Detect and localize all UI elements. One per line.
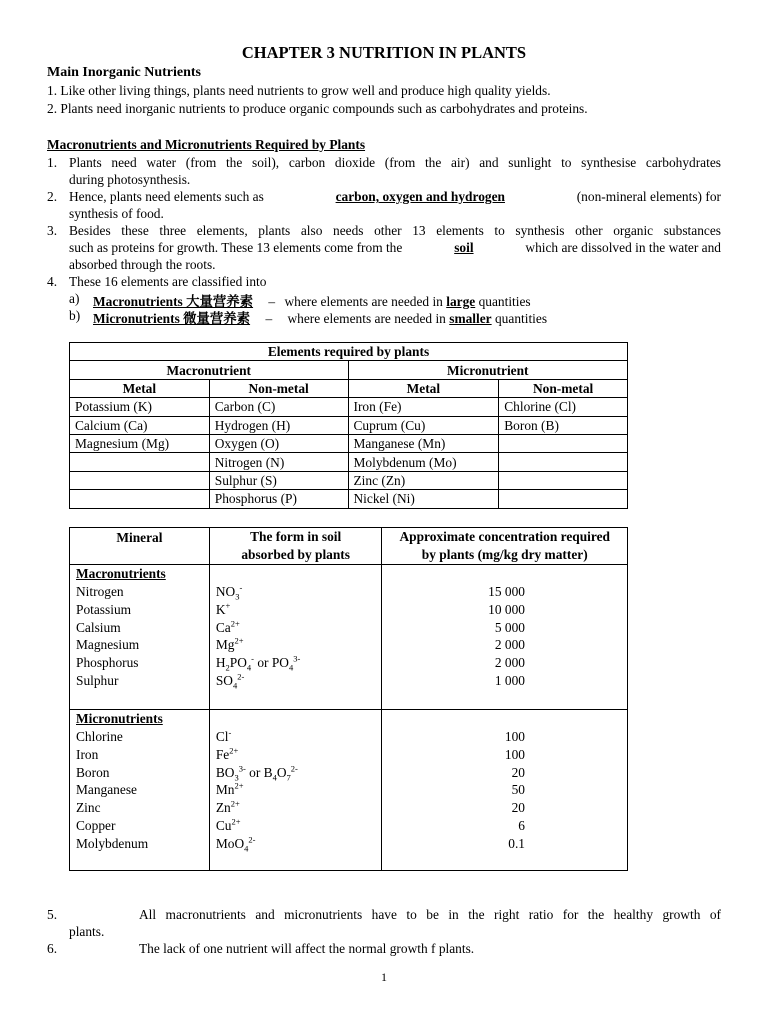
mineral-name: Manganese xyxy=(76,782,137,798)
sub-item-b-label: b) xyxy=(69,308,81,323)
large-keyword: large xyxy=(446,294,476,309)
list-number: 4. xyxy=(47,274,58,289)
list-number: 6. xyxy=(47,941,58,956)
table-cell: Magnesium (Mg) xyxy=(70,434,210,452)
table-cell: Cuprum (Cu) xyxy=(348,416,499,434)
table-cell: Potassium (K) xyxy=(70,398,210,416)
macronutrient-forms xyxy=(209,564,382,709)
ion-formula: Cl- xyxy=(215,727,232,744)
concentration-value: 6 xyxy=(518,818,525,834)
micronutrients-label: Micronutrients xyxy=(76,710,163,726)
table-cell: Phosphorus (P) xyxy=(209,490,348,508)
list-number: 5. xyxy=(47,907,58,922)
smaller-keyword: smaller xyxy=(449,311,492,326)
ion-formula: $Mg^{2+}$ xyxy=(215,635,244,653)
ion-formula: $SO_4^{2-}$ xyxy=(215,671,245,691)
list-item-1-line-2: during photosynthesis. xyxy=(69,172,191,187)
column-header: Metal xyxy=(70,379,210,397)
closing-point-6: The lack of one nutrient will affect the normal growth f plants. xyxy=(139,941,475,956)
concentration-value: 50 xyxy=(511,782,525,798)
table-cell: Hydrogen (H) xyxy=(209,416,348,434)
column-header: Non-metal xyxy=(209,379,348,397)
closing-point-5-line-1: All macronutrients and micronutrients have to be in the right ratio for the healthy growth of xyxy=(139,907,721,922)
ion-formula: $Fe^{2+}$ xyxy=(215,745,239,762)
sub-item-b xyxy=(93,308,547,327)
table-cell: Oxygen (O) xyxy=(209,434,348,452)
sub-item-a-end: quantities xyxy=(478,294,531,309)
concentration-value: 10 000 xyxy=(488,601,525,617)
page-number: 1 xyxy=(381,970,387,984)
macronutrient-minerals xyxy=(70,564,210,709)
ion-formula: $Cu^{2+}$ xyxy=(215,816,241,834)
concentration-value: 100 xyxy=(504,728,525,744)
sub-item-a-text: where elements are needed in xyxy=(284,294,443,309)
list-item-3-line-3: absorbed through the roots. xyxy=(69,257,216,272)
section-heading-macro-micro: Macronutrients and Micronutrients Required by Plants xyxy=(47,137,366,152)
table-cell: Carbon (C) xyxy=(209,398,348,416)
concentration-value: 0.1 xyxy=(508,836,525,852)
micronutrients-term: Micronutrients 微量营养素 xyxy=(93,311,251,326)
sub-item-b-text: where elements are needed in xyxy=(287,311,446,326)
ion-formula: K+ xyxy=(215,600,231,617)
table-row xyxy=(70,416,628,434)
table-row xyxy=(70,434,628,452)
concentration-value: 20 xyxy=(511,764,525,780)
table-cell: Calcium (Ca) xyxy=(70,416,210,434)
concentration-value: 2 000 xyxy=(494,637,525,653)
paragraph-2: 2. Plants need inorganic nutrients to produce organic compounds such as carbohydrates and proteins. xyxy=(47,101,588,116)
micronutrient-forms xyxy=(209,709,382,870)
list-item-3-text: such as proteins for growth. These 13 elements come from the xyxy=(69,240,403,255)
micronutrient-header: Micronutrient xyxy=(348,361,628,379)
concentration-value: 2 000 xyxy=(494,655,525,671)
micronutrient-values xyxy=(382,709,628,870)
list-number: 1. xyxy=(47,155,58,170)
ion-formula: $Mn^{2+}$ xyxy=(215,780,244,798)
table-cell: Boron (B) xyxy=(499,416,628,434)
list-item-2-text: Hence, plants need elements such as xyxy=(69,189,264,204)
dash: – xyxy=(265,311,273,326)
section-heading-main-inorganic: Main Inorganic Nutrients xyxy=(47,65,201,80)
list-item-3-line-2 xyxy=(69,240,721,256)
column-header: Metal xyxy=(348,379,499,397)
list-number: 3. xyxy=(47,223,58,238)
table-cell xyxy=(70,490,210,508)
table-cell xyxy=(70,471,210,489)
list-item-1-line-1: Plants need water (from the soil), carbon dioxide (from the air) and sunlight to synthesise carbohydrates xyxy=(69,155,721,170)
page-title: CHAPTER 3 NUTRITION IN PLANTS xyxy=(241,43,527,62)
table-cell: Iron (Fe) xyxy=(348,398,499,416)
table-cell: Chlorine (Cl) xyxy=(499,398,628,416)
column-header: Non-metal xyxy=(499,379,628,397)
mineral-name: Zinc xyxy=(76,800,101,816)
table-cell: Nitrogen (N) xyxy=(209,453,348,471)
list-item-2-line-2: synthesis of food. xyxy=(69,206,164,221)
concentration-value: 100 xyxy=(504,746,525,762)
key-elements-text: carbon, oxygen and hydrogen xyxy=(335,189,505,204)
sub-item-a-label: a) xyxy=(69,291,80,306)
ion-formula: MoO$_4^{2-}$ xyxy=(215,834,256,854)
mineral-name: Iron xyxy=(76,746,99,762)
ion-formula: $Zn^{2+}$ xyxy=(215,798,240,816)
paragraph-1: 1. Like other living things, plants need nutrients to grow well and produce high quality yields. xyxy=(47,83,551,98)
mineral-header: Mineral xyxy=(70,528,210,565)
table-cell xyxy=(499,453,628,471)
mineral-name: Molybdenum xyxy=(76,836,149,852)
list-item-2-text-end: (non-mineral elements) for xyxy=(576,189,721,204)
macronutrients-term: Macronutrients 大量营养素 xyxy=(93,294,254,309)
list-number: 2. xyxy=(47,189,58,204)
mineral-name: Copper xyxy=(76,818,116,834)
elements-table xyxy=(69,342,628,509)
sub-item-b-end: quantities xyxy=(494,311,548,326)
table-row xyxy=(70,453,628,471)
table-cell: Nickel (Ni) xyxy=(348,490,499,508)
mineral-name: Calsium xyxy=(76,619,121,635)
table-cell: Sulphur (S) xyxy=(209,471,348,489)
list-item-3-line-1: Besides these three elements, plants also needs other 13 elements to synthesis other organic substances xyxy=(69,223,721,238)
concentration-value: 5 000 xyxy=(494,619,525,635)
table-row xyxy=(70,471,628,489)
table-row xyxy=(70,490,628,508)
concentration-value: 15 000 xyxy=(488,583,525,599)
macronutrient-header: Macronutrient xyxy=(70,361,349,379)
mineral-name: Magnesium xyxy=(76,637,140,653)
list-item-4: These 16 elements are classified into xyxy=(69,274,267,289)
soil-keyword: soil xyxy=(454,240,474,255)
macronutrient-values xyxy=(382,564,628,709)
mineral-name: Sulphur xyxy=(76,673,119,689)
table-cell xyxy=(70,453,210,471)
table-cell: Zinc (Zn) xyxy=(348,471,499,489)
table-cell xyxy=(499,471,628,489)
concentration-table xyxy=(69,527,628,871)
form-header: The form in soil absorbed by plants xyxy=(209,528,382,565)
ion-formula: $Ca^{2+}$ xyxy=(215,618,240,635)
list-item-2-line-1 xyxy=(69,189,721,205)
ion-formula: $NO_3^-$ xyxy=(215,582,243,602)
micronutrient-minerals xyxy=(70,709,210,870)
mineral-name: Potassium xyxy=(76,601,132,617)
table-cell xyxy=(499,434,628,452)
table-cell: Molybdenum (Mo) xyxy=(348,453,499,471)
table-cell: Manganese (Mn) xyxy=(348,434,499,452)
table-row xyxy=(70,398,628,416)
ion-formula: $H_2PO_4^-$ or $PO_4^{3-}$ xyxy=(215,653,301,674)
concentration-header: Approximate concentration required by plants (mg/kg dry matter) xyxy=(382,528,628,565)
table-cell xyxy=(499,490,628,508)
mineral-name: Nitrogen xyxy=(76,583,124,599)
closing-point-5-line-2: plants. xyxy=(69,924,105,939)
list-item-3-text-end: which are dissolved in the water and xyxy=(525,240,721,255)
macronutrients-label: Macronutrients xyxy=(76,565,166,581)
ion-formula: $BO_3^{3-}$ or $B_4O_7^{2-}$ xyxy=(215,763,298,783)
mineral-name: Boron xyxy=(76,764,110,780)
dash: – xyxy=(268,294,276,309)
table-caption: Elements required by plants xyxy=(70,343,628,361)
mineral-name: Phosphorus xyxy=(76,655,139,671)
concentration-value: 20 xyxy=(511,800,525,816)
concentration-value: 1 000 xyxy=(494,673,525,689)
mineral-name: Chlorine xyxy=(76,728,123,744)
